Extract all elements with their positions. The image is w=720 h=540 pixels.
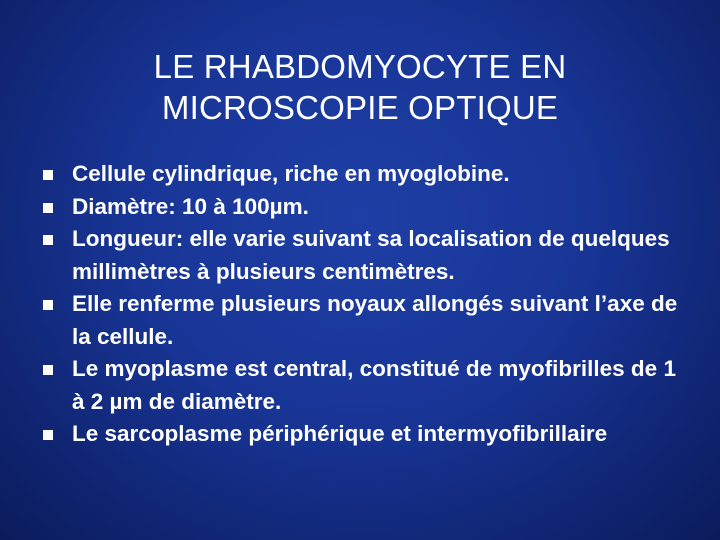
bullet-text: Diamètre: 10 à 100µm. [72, 193, 309, 219]
square-bullet-icon [43, 235, 53, 245]
bullet-item [40, 191, 680, 224]
square-bullet-icon [43, 430, 53, 440]
bullet-item [40, 418, 680, 451]
bullet-text: Elle renferme plusieurs noyaux allongés suivant l’axe de la cellule. [72, 291, 678, 349]
bullet-list [40, 158, 680, 451]
bullet-item [40, 158, 680, 191]
bullet-item [40, 353, 680, 418]
square-bullet-icon [43, 300, 53, 310]
bullet-item [40, 223, 680, 288]
square-bullet-icon [43, 365, 53, 375]
bullet-text: Le myoplasme est central, constitué de myofibrilles de 1 à 2 µm de diamètre. [72, 356, 676, 414]
title-line-1: LE RHABDOMYOCYTE EN [153, 48, 567, 86]
square-bullet-icon [43, 203, 53, 213]
slide-title [60, 46, 660, 128]
bullet-text: Cellule cylindrique, riche en myoglobine. [72, 161, 510, 186]
square-bullet-icon [43, 170, 53, 180]
bullet-text: Longueur: elle varie suivant sa localisation de quelques millimètres à plusieurs centimètres. [72, 226, 670, 284]
title-line-2: MICROSCOPIE OPTIQUE [161, 89, 559, 127]
bullet-text: Le sarcoplasme périphérique et intermyofibrillaire [72, 421, 608, 446]
bullet-item [40, 288, 680, 353]
